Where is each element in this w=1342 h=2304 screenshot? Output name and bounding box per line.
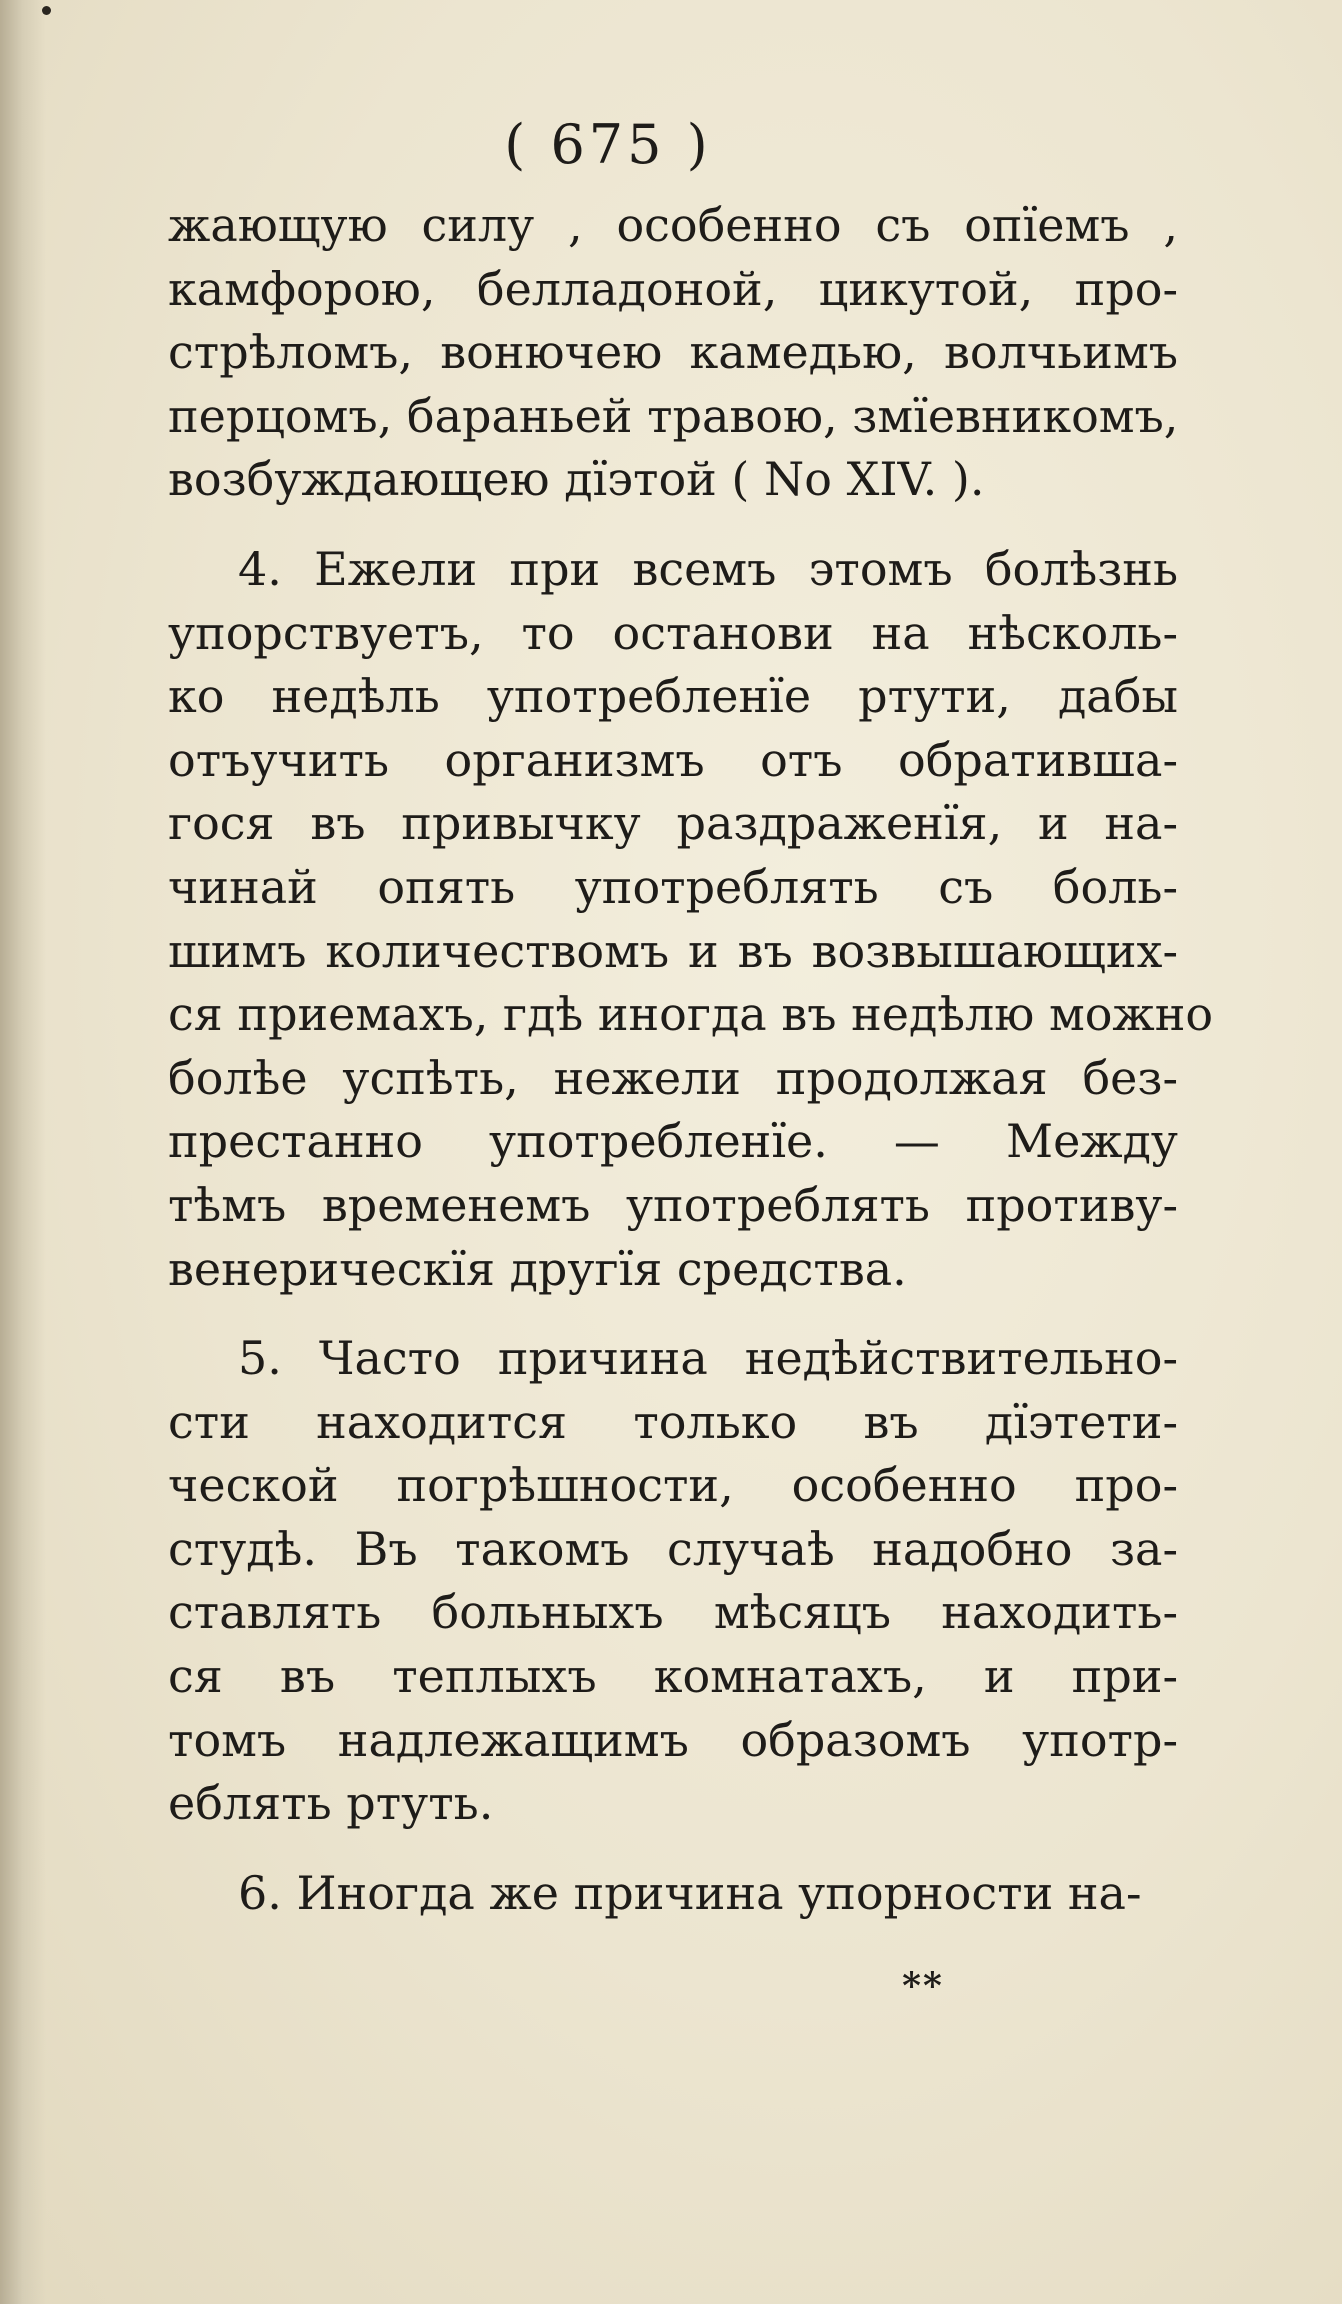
text-line: перцомъ, бараньей травою, змїевникомъ, [168, 388, 1179, 443]
paragraph [168, 1862, 1178, 1926]
text-line: ся въ теплыхъ комнатахъ, и при- [168, 1649, 1178, 1704]
signature-mark: ** [902, 1965, 944, 2008]
ink-speck [42, 6, 51, 15]
text-line: возбуждающею дїэтой ( No XIV. ). [168, 452, 985, 507]
text-line: ческой погрѣшности, особенно про- [168, 1458, 1178, 1513]
text-line: престанно употребленїе. — Между [168, 1114, 1178, 1169]
text-line: стрѣломъ, вонючею камедью, волчьимъ [168, 325, 1178, 380]
text-line: 5. Часто причина недѣйствительно- [238, 1331, 1178, 1386]
text-line: отъучить организмъ отъ обратившa- [168, 732, 1178, 787]
page-text [168, 110, 1214, 2008]
paragraphs [168, 194, 1214, 1925]
text-line: студѣ. Въ такомъ случаѣ надобно за- [168, 1521, 1178, 1576]
text-line: шимъ количествомъ и въ возвышающих- [168, 923, 1178, 978]
text-line: еблять ртуть. [168, 1776, 494, 1831]
text-line: 6. Иногда же причина упорности на- [238, 1865, 1142, 1920]
text-line: гося въ привычку раздраженїя, и на- [168, 796, 1178, 851]
text-line: венерическїя другїя средства. [168, 1241, 907, 1296]
page-number: ( 675 ) [504, 113, 712, 176]
text-line: чинай опять употреблять съ боль- [168, 859, 1178, 914]
text-line: жающую силу , особенно съ опїемъ , [168, 198, 1178, 252]
text-line: упорствуетъ, то останови на нѣсколь- [168, 605, 1178, 660]
text-line: ко недѣль употребленїе ртути, дабы [168, 669, 1178, 724]
text-line: ся приемахъ, гдѣ иногда въ недѣлю можно [168, 987, 1214, 1042]
paragraph [168, 1327, 1178, 1836]
text-line: ставлять больныхъ мѣсяцъ находить- [168, 1585, 1178, 1640]
text-line: 4. Ежели при всемъ этомъ болѣзнь [238, 541, 1178, 596]
text-line: томъ надлежащимъ образомъ употр- [168, 1712, 1178, 1767]
text-line: тѣмъ временемъ употреблять противу- [168, 1177, 1178, 1232]
paragraph [168, 538, 1214, 1301]
binding-shadow [0, 0, 46, 2304]
text-line: камфорою, белладоной, цикутой, про- [168, 261, 1178, 316]
text-line: сти находится только въ дїэтети- [168, 1394, 1178, 1449]
paragraph [168, 194, 1178, 512]
text-line: болѣе успѣть, нежели продолжая без- [168, 1050, 1178, 1105]
